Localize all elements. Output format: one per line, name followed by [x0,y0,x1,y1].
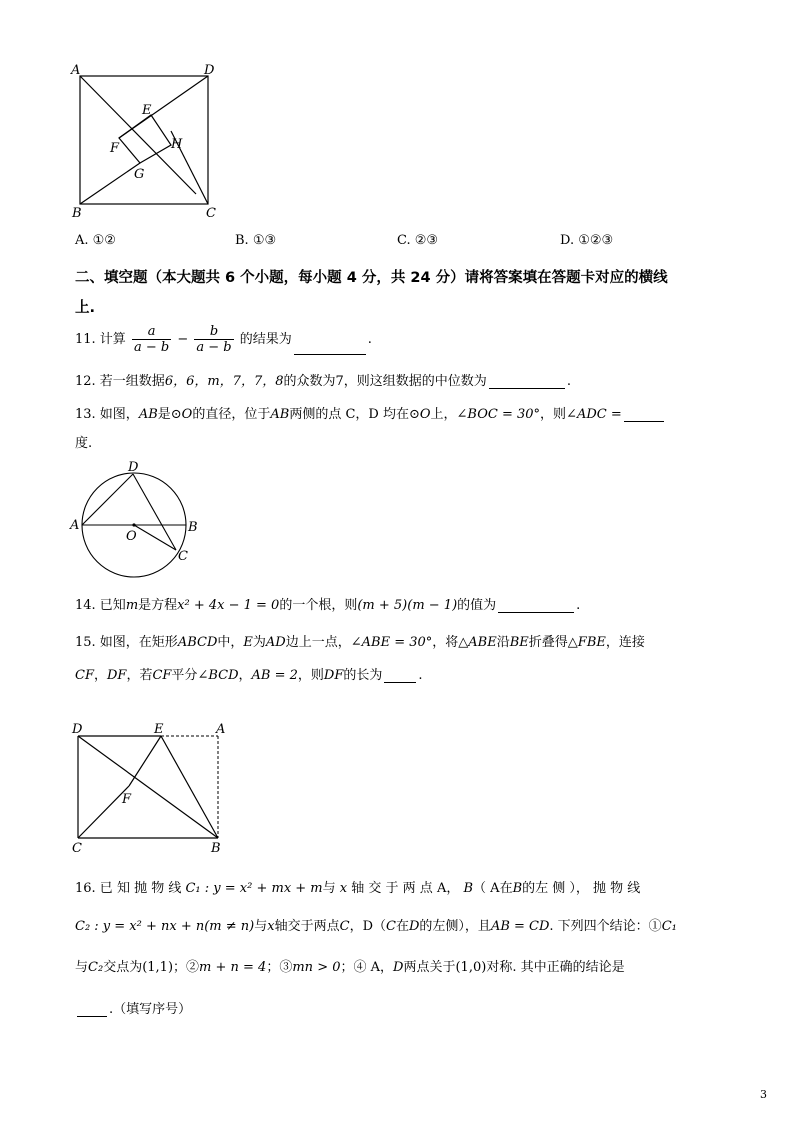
question-14: 14. 已知m是方程x² + 4x − 1 = 0的一个根，则(m + 5)(m − 1)的值为 . [75,598,581,613]
question-16-line4: .（填写序号） [75,998,191,1017]
figure-square-diagram [66,60,226,225]
label-A: A [70,518,80,533]
answer-blank-11[interactable] [294,353,366,355]
label-C: C [178,549,188,564]
line-bg [80,163,140,204]
figure-circle-diagram [66,456,216,586]
question-16-line2: C₂ : y = x² + nx + n(m ≠ n)与x轴交于两点C，D（C在D的左侧），且AB = CD. 下列四个结论：①C₁ [75,919,677,934]
question-15-cont: CF，DF，若CF平分∠BCD，AB = 2，则DF的长为 . [75,668,423,683]
question-16: 16. 已 知 抛 物 线 C₁ : y = x² + mx + m与 x 轴 交 于 两 点 A， B（ A在B的左 侧 ）， 抛 物 线 [75,881,641,896]
answer-blank-16[interactable] [77,1015,107,1017]
label-B: B [72,206,82,221]
label-D: D [72,722,83,737]
label-F: F [122,792,132,807]
option-d: D. ①②③ [560,233,614,248]
label-E: E [142,103,152,118]
diagonal-db [78,736,218,838]
option-c: C. ②③ [397,233,439,248]
answer-blank-14[interactable] [498,611,574,613]
answer-blank-15[interactable] [384,681,416,683]
answer-blank-13[interactable] [624,420,664,422]
chord-ad [82,474,133,525]
label-G: G [134,167,145,182]
label-C: C [72,841,82,856]
segment-eb [161,736,218,838]
question-13-cont: 度. [75,436,93,451]
section-heading-cont: 上. [75,300,96,316]
label-E: E [154,722,164,737]
label-F: F [110,141,120,156]
figure-rectangle-fold-diagram [66,720,236,860]
label-D: D [128,460,139,475]
fraction-1: $\frac{a}{a - b}$ [133,324,170,355]
label-D: D [204,63,215,78]
option-b: B. ①③ [235,233,277,248]
answer-blank-12[interactable] [489,387,565,389]
chord-dc [133,474,176,550]
section-heading: 二、填空题（本大题共 6 个小题，每小题 4 分，共 24 分）请将答案填在答题卡对应的横线 [75,270,668,286]
label-O: O [126,529,137,544]
question-12: 12. 若一组数据6，6，m，7，7，8的众数为7，则这组数据的中位数为 . [75,374,571,389]
label-H: H [171,137,183,152]
question-15: 15. 如图，在矩形ABCD中，E为AD边上一点，∠ABE = 30°，将△ABE沿BE折叠得△FBE，连接 [75,635,645,650]
inner-square [119,115,171,163]
question-11: 11. 计算 $\frac{a}{a - b}$ − $\frac{b}{a - b}$ 的结果为 . [75,324,372,355]
page-number: 3 [760,1088,767,1101]
option-a: A. ①② [75,233,116,248]
question-13: 13. 如图，AB是⊙O的直径，位于AB两侧的点 C，D 均在⊙O上，∠BOC = 30°，则∠ADC = [75,403,666,422]
segment-fe [129,736,161,786]
label-A: A [216,722,226,737]
label-B: B [188,520,198,535]
label-A: A [71,63,81,78]
label-C: C [206,206,216,221]
fraction-2: $\frac{b}{a - b}$ [196,324,232,355]
label-B: B [211,841,221,856]
question-16-line3: 与C₂交点为(1,1)；②m + n = 4；③mn > 0；④ A，D两点关于(1,0)对称. 其中正确的结论是 [75,960,625,975]
radius-oc [134,525,176,550]
